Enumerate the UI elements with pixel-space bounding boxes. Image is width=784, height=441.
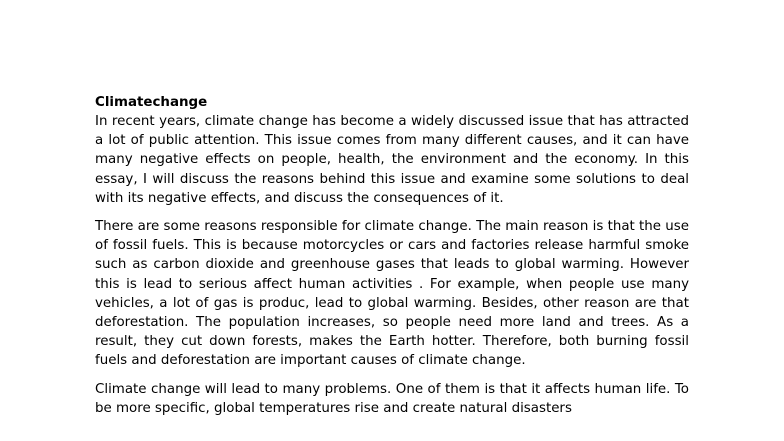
paragraph-causes: There are some reasons responsible for climate change. The main reason is that the use of fossil fuels. This is because motorcycles or cars and factories release harmful smoke such as carbon dioxide and greenhouse gases that leads to global warming. However this is lead to serious affect human activities . For example, when people use many vehicles, a lot of gas is produc, lead to global warming. Besides, other reason are that deforestation. The population increases, so people need more land and trees. As a result, they cut down forests, makes the Earth hotter. Therefore, both burning fossil fuels and deforestation are important causes of climate change.: [95, 219, 689, 369]
document-body: [95, 93, 689, 427]
paragraph-effects: Climate change will lead to many problems. One of them is that it affects human life. To be more specific, global temperatures rise and create natural disasters: [95, 381, 689, 416]
paragraph-introduction: In recent years, climate change has become a widely discussed issue that has attracted a lot of public attention. This issue comes from many different causes, and it can have many negative effects on people, health, the environment and the economy. In this essay, I will discuss the reasons behind this issue and examine some solutions to deal with its negative effects, and discuss the consequences of it.: [95, 114, 689, 206]
document-title: Climatechange: [95, 95, 208, 110]
